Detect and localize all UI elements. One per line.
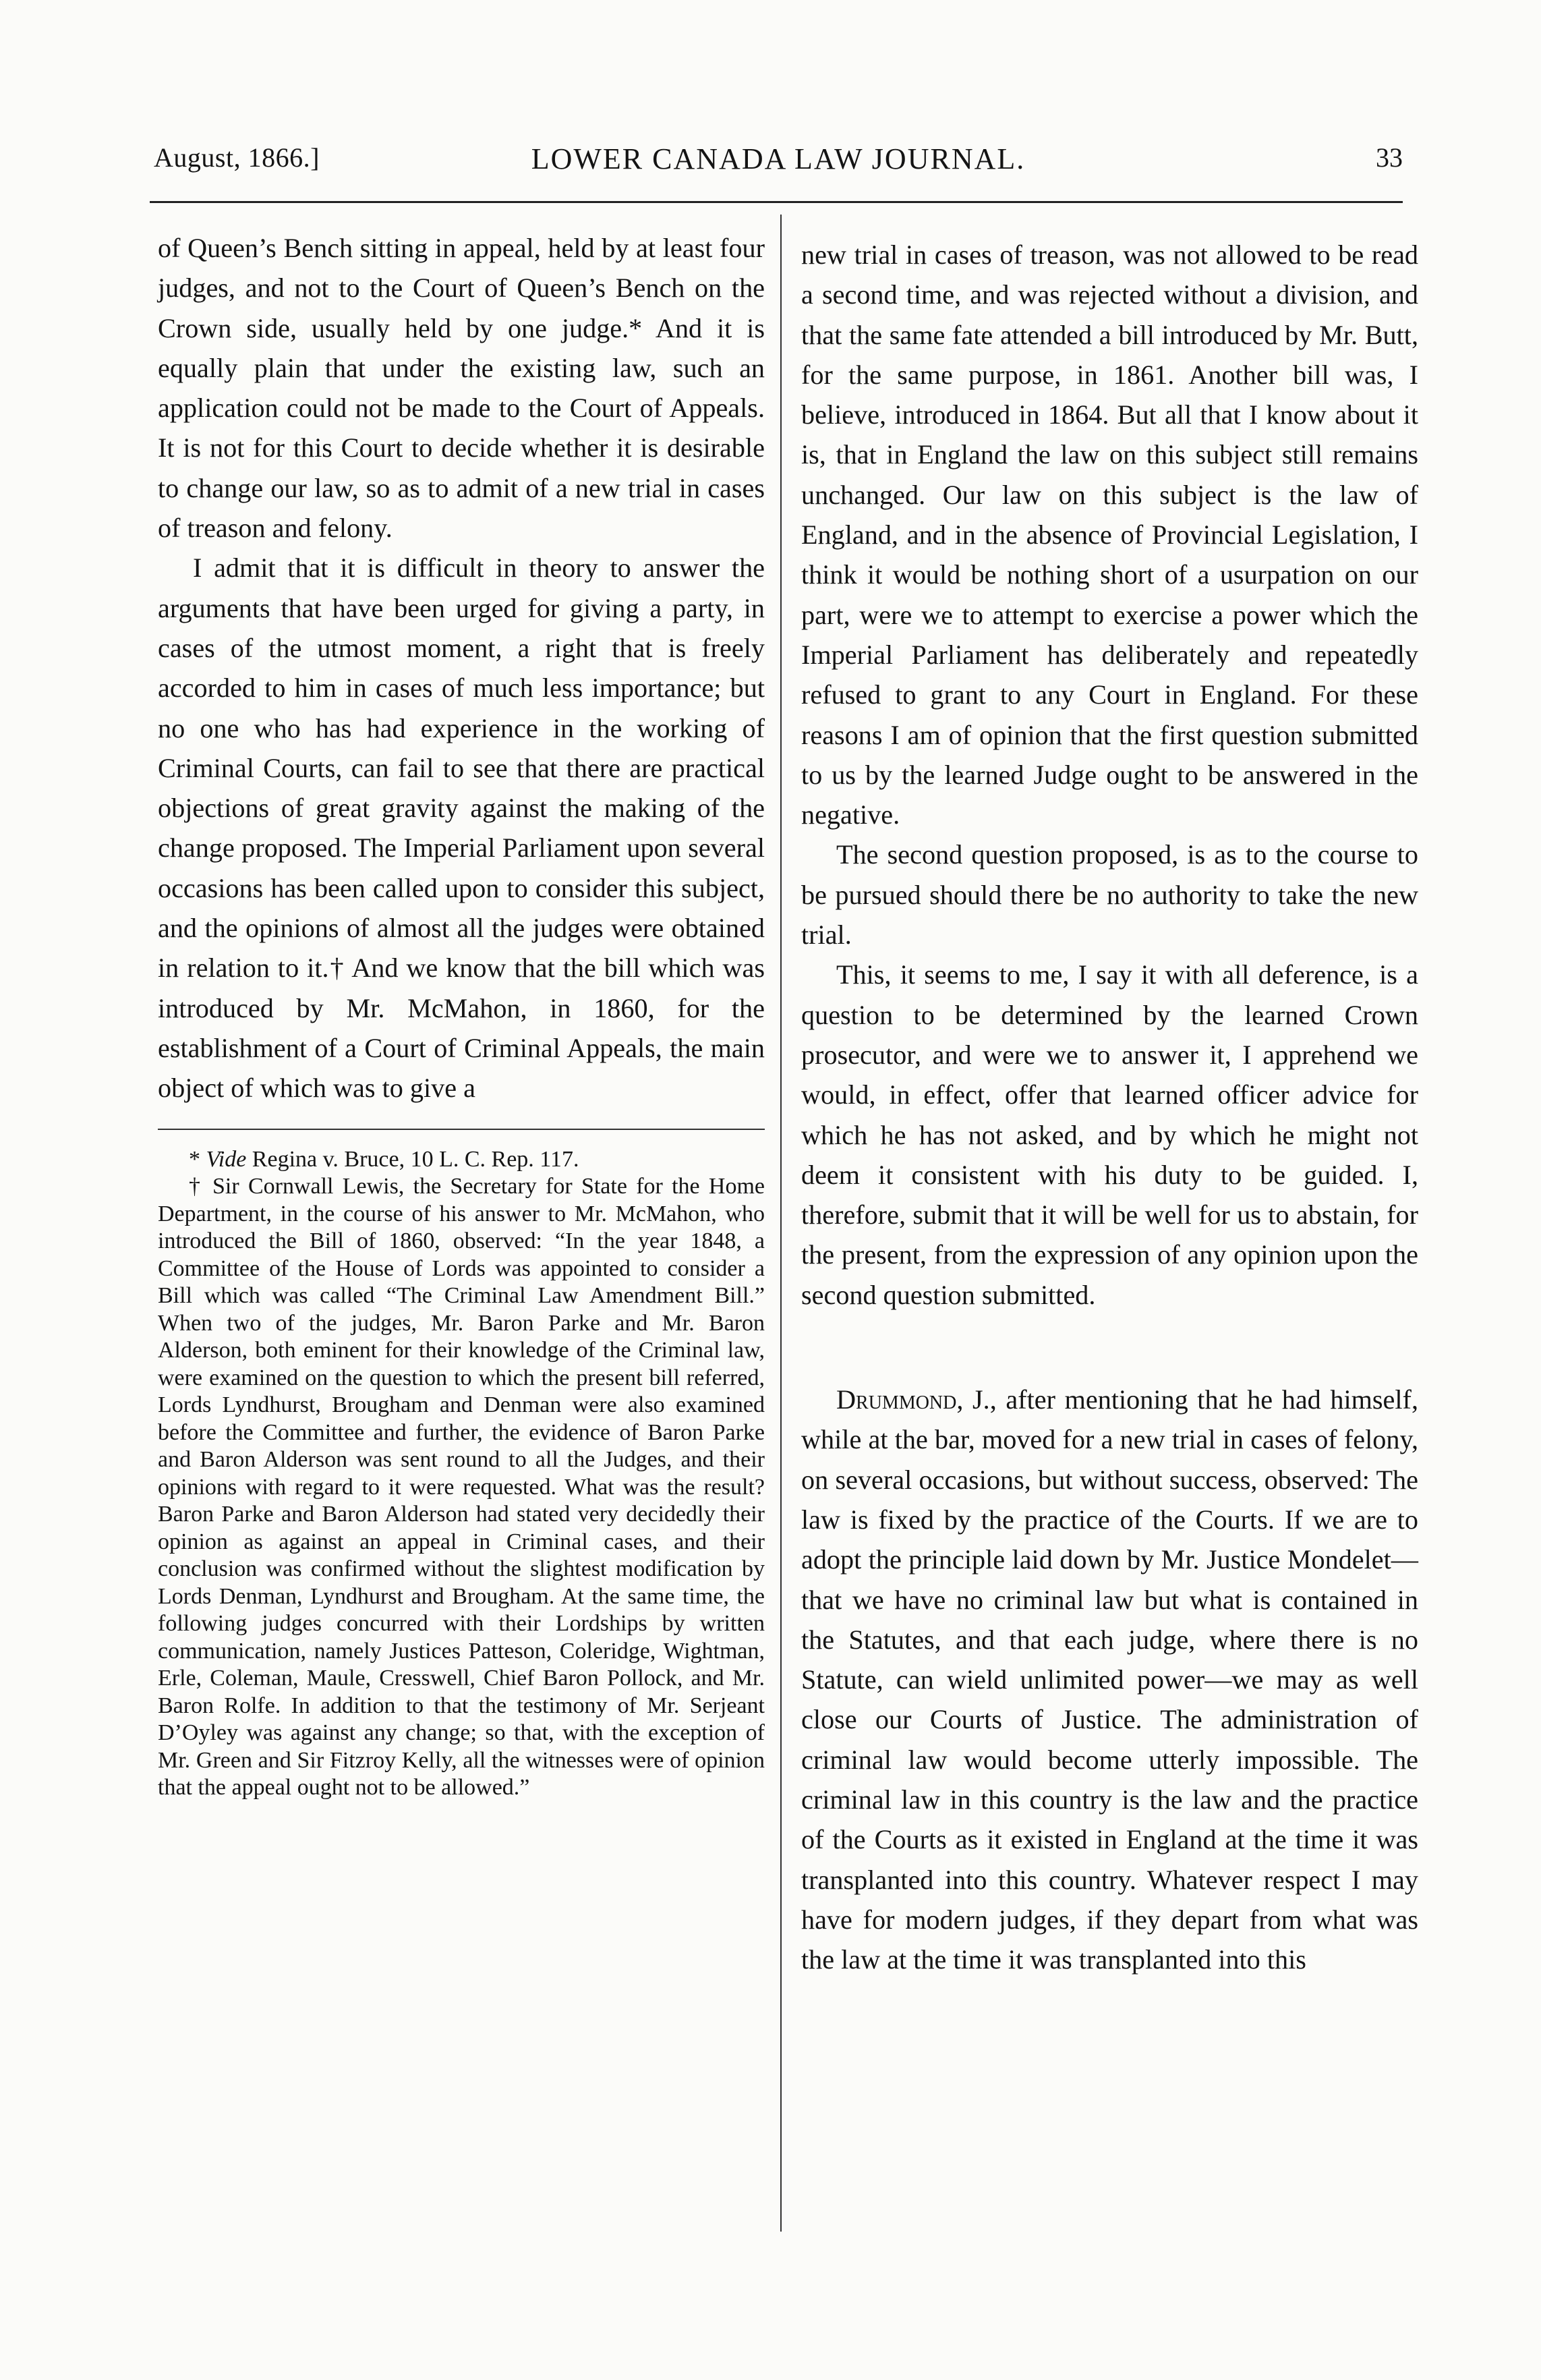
judge-name: Drummond <box>836 1384 957 1415</box>
footnote-1-vide: Vide <box>206 1146 247 1172</box>
left-paragraph-1: of Queen’s Bench sitting in appeal, held by at least four judges, and not to the Court of Queen’s Bench on the Crown side, usually held by one judge.* And it is equally plain that under the existing law, such an application could not be made to the Court of Appeals. It is not for this Court to decide whether it is desirable to change our law, so as to admit of a new trial in cases of treason and felony. <box>158 233 765 544</box>
left-paragraph-2: I admit that it is difficult in theory to answer the arguments that have been urged for giving a party, in cases of the utmost moment, a right that is freely accorded to him in cases of much less importance; but no one who has had experience in the working of Criminal Courts, can fail to see that there are practical objections of great gravity against the making of the change proposed. The Imperial Parliament upon several occasions has been called upon to consider this subject, and the opinions of almost all the judges were obtained in relation to it.† And we know that the bill which was introduced by Mr. McMahon, in 1860, for the establishment of a Court of Criminal Appeals, the main object of which was to give a <box>158 552 765 1104</box>
footnote-2: † Sir Cornwall Lewis, the Secretary for State for the Home Department, in the course of his answer to Mr. McMahon, who introduced the Bill of 1860, observed: “In the year 1848, a Committee of the House of Lords was appointed to consider a Bill which was called “The Criminal Law Amendment Bill.” When two of the judges, Mr. Baron Parke and Mr. Baron Alderson, both eminent for their knowledge of the Criminal law, were examined on the question to which the present bill referred, Lords Lyndhurst, Brougham and Denman were also examined before the Committee and further, the evidence of Baron Parke and Baron Alderson was sent round to all the Judges, and their opinions with regard to it were requested. What was the result? Baron Parke and Baron Alderson had stated very decidedly their opinion as against an appeal in Criminal cases, and their conclusion was confirmed without the slightest modification by Lords Denman, Lyndhurst and Brougham. At the same time, the following judges concurred with their Lordships by written communication, namely Justices Patteson, Coleridge, Wightman, Erle, Coleman, Maule, Cresswell, Chief Baron Pollock, and Mr. Baron Rolfe. In addition to that the testimony of Mr. Serjeant D’Oyley was against any change; so that, with the exception of Mr. Green and Sir Fitzroy Kelly, all the witnesses were of opinion that the appeal ought not to be allowed.” <box>158 1174 765 1801</box>
journal-title: LOWER CANADA LAW JOURNAL. <box>531 142 1026 175</box>
right-paragraph-4 <box>801 1380 1418 1979</box>
footnote-rule <box>158 1129 765 1130</box>
column-divider <box>780 215 782 2232</box>
footnote-1 <box>158 1146 765 1174</box>
right-column <box>801 235 1418 1979</box>
header-rule <box>150 201 1403 203</box>
left-column <box>158 228 765 1802</box>
footnote-1-text: Regina v. Bruce, 10 L. C. Rep. 117. <box>246 1146 579 1172</box>
header-date: August, 1866.] <box>154 142 320 173</box>
right-paragraph-2: The second question proposed, is as to the course to be pursued should there be no authority to take the new trial. <box>801 839 1418 951</box>
page-number: 33 <box>1376 142 1403 173</box>
running-header <box>154 142 1403 189</box>
right-paragraph-1: new trial in cases of treason, was not allowed to be read a second time, and was rejected without a division, and that the same fate attended a bill introduced by Mr. Butt, for the same purpose, in 1861. Another bill was, I believe, introduced in 1864. But all that I know about it is, that in England the law on this subject still remains unchanged. Our law on this subject is the law of England, and in the absence of Provincial Legislation, I think it would be nothing short of a usurpation on our part, were we to attempt to exercise a power which the Imperial Parliament has deliberately and repeatedly refused to grant to any Court in England. For these reasons I am of opinion that the first question submitted to us by the learned Judge ought to be answered in the negative. <box>801 239 1418 830</box>
footnotes <box>158 1146 765 1802</box>
footnote-1-mark: * <box>189 1146 206 1172</box>
right-paragraph-4-text: , J., after mentioning that he had himself, while at the bar, moved for a new trial in cases of felony, on several occasions, but without success, observed: The law is fixed by the practice of the Courts. If we are to adopt the principle laid down by Mr. Justice Mondelet—that we have no criminal law but what is contained in the Statutes, and that each judge, where there is no Statute, can wield unlimited power—we may as well close our Courts of Justice. The administration of criminal law would become utterly impossible. The criminal law in this country is the law and the practice of the Courts as it existed in England at the time it was transplanted into this country. Whatever respect I may have for modern judges, if they depart from what was the law at the time it was transplanted into this <box>801 1384 1418 1975</box>
right-paragraph-3: This, it seems to me, I say it with all deference, is a question to be determined by the learned Crown prosecutor, and were we to answer it, I apprehend we would, in effect, offer that learned officer advice for which he has not asked, and by which he might not deem it consistent with his duty to be guided. I, therefore, submit that it will be well for us to abstain, for the present, from the expression of any opinion upon the second question submitted. <box>801 959 1418 1310</box>
